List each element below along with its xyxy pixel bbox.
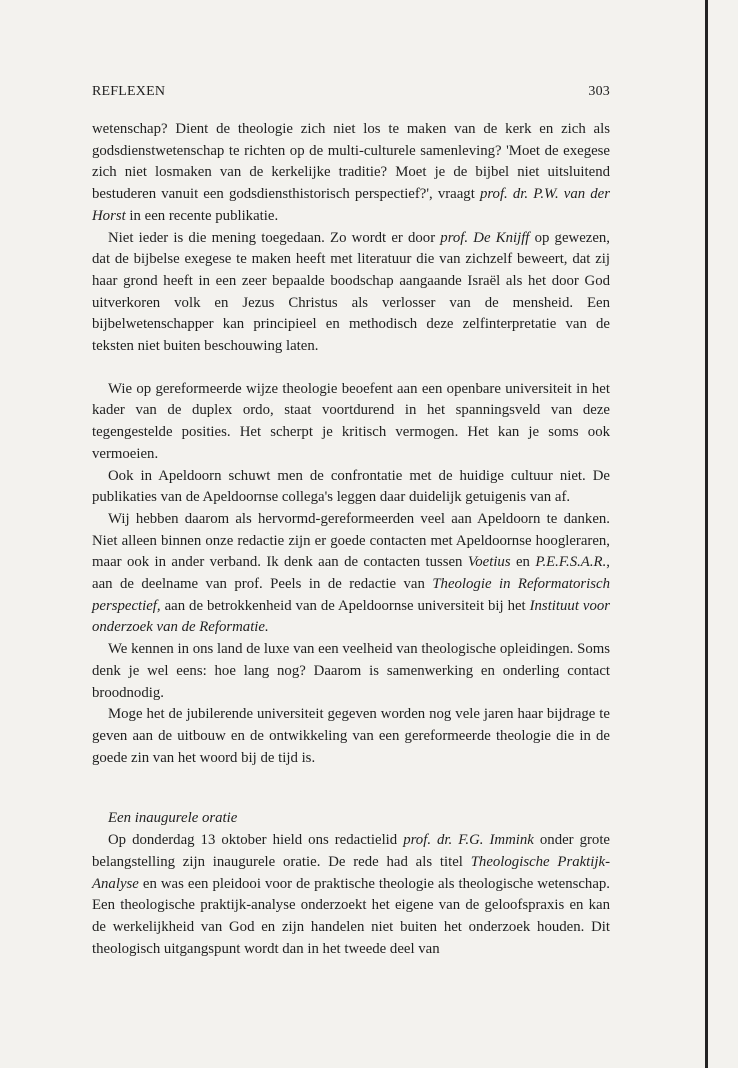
- paragraph-8-mid: onder grote belangstelling zijn inaugurele oratie. De rede had als titel: [92, 832, 610, 870]
- paragraph-7: Moge het de jubilerende universiteit gegeven worden nog vele jaren haar bijdrage te geven aan de uitbouw en de ontwikkeling van een gereformeerde theologie die in de goede zin van het woord bij de tijd is.: [92, 706, 610, 766]
- paragraph-5-en: en: [515, 554, 530, 571]
- paragraph-6: We kennen in ons land de luxe van een veelheid van theologische opleidingen. Soms denk je wel eens: hoe lang nog? Daarom is samenwerking en onderling contact broodnodig.: [92, 641, 610, 701]
- voetius-name: Voetius: [467, 554, 511, 571]
- paragraph-1: [92, 119, 610, 228]
- paragraph-4: Ook in Apeldoorn schuwt men de confrontatie met de huidige cultuur niet. De publikaties van de Apeldoornse collega's leggen daar duidelijk getuigenis van af.: [92, 467, 610, 506]
- paragraph-2: [92, 228, 610, 358]
- section-gap: [92, 358, 610, 379]
- institute-name: Instituut voor onderzoek van de Reformatie.: [92, 597, 610, 636]
- page-number: 303: [588, 84, 610, 99]
- journal-title: Theologie in Reformatorisch perspectief,: [92, 576, 610, 614]
- paragraph-3: Wie op gereformeerde wijze theologie beoefent aan een openbare universiteit in het kader van de duplex ordo, staat voortdurend in het spanningsveld van deze tegengestelde posities. Het scherpt je kritisch vermogen. Het kan je soms ook vermoeien.: [92, 380, 610, 462]
- paragraph-8-start: Op donderdag 13 oktober hield ons redactielid: [108, 832, 398, 849]
- paragraph-8-rest: en was een pleidooi voor de praktische theologie als theologische wetenschap. Een theologische praktijk-analyse onderzoekt het eigene van de geloofspraxis en kan de werkelijkheid van God en zijn handelen niet buiten het onderzoek houden. Dit theologisch uitgangspunt wordt dan in het tweede deel van: [92, 875, 610, 957]
- running-title: REFLEXEN: [92, 84, 166, 99]
- paragraph-5-mid: , aan de deelname van prof. Peels in de redactie van: [92, 554, 610, 593]
- paragraph-1-text: wetenschap? Dient de theologie zich niet los te maken van de kerk en zich als godsdienstwetenschap te richten op de multi-culturele samenleving? 'Moet de exegese zich niet losmaken van de kerkelijke traditie? Moet je de bijbel niet uitsluitend bestuderen vanuit een godsdiensthistorisch perspectief?', vraagt: [92, 121, 610, 203]
- paragraph-5-mid2: aan de betrokkenheid van de Apeldoornse universiteit bij het: [164, 597, 526, 614]
- running-header: [92, 82, 610, 102]
- paragraph-5: [92, 509, 610, 639]
- body-text: [92, 119, 610, 960]
- paragraph-5-start: Wij hebben daarom als hervormd-gereformeerden veel aan Apeldoorn te danken. Niet alleen binnen onze redactie zijn er goede contacten met Apeldoornse hoogleraren, maar ook in ander verband. Ik denk aan de contacten tussen: [92, 510, 610, 571]
- author-name-van-der-horst: prof. dr. P.W. van der Horst: [92, 186, 610, 224]
- section-gap-large: [92, 769, 610, 808]
- paragraph-2-rest: op gewezen, dat de bijbelse exegese te maken heeft met literatuur die van zichzelf beweert, dat zij haar grond heeft in een zeer bepaalde boodschap aangaande Israël als het door God uitverkoren volk en Jezus Christus als verlosser van de mensheid. Een bijbelwetenschapper kan principieel en methodisch deze zelfinterpretatie van de teksten niet buiten beschouwing laten.: [92, 229, 611, 355]
- paragraph-8: [92, 830, 610, 960]
- page-edge-rule: [705, 0, 708, 1068]
- pefsar-name: P.E.F.S.A.R.: [535, 554, 607, 571]
- oration-title: Theologische Praktijk-Analyse: [92, 853, 610, 892]
- author-name-immink: prof. dr. F.G. Immink: [403, 832, 534, 849]
- author-name-de-knijff: prof. De Knijff: [440, 229, 530, 246]
- paragraph-2-start: Niet ieder is die mening toegedaan. Zo wordt er door: [108, 229, 436, 246]
- section-heading: Een inaugurele oratie: [108, 810, 238, 827]
- paragraph-1-end: in een recente publikatie.: [129, 207, 279, 224]
